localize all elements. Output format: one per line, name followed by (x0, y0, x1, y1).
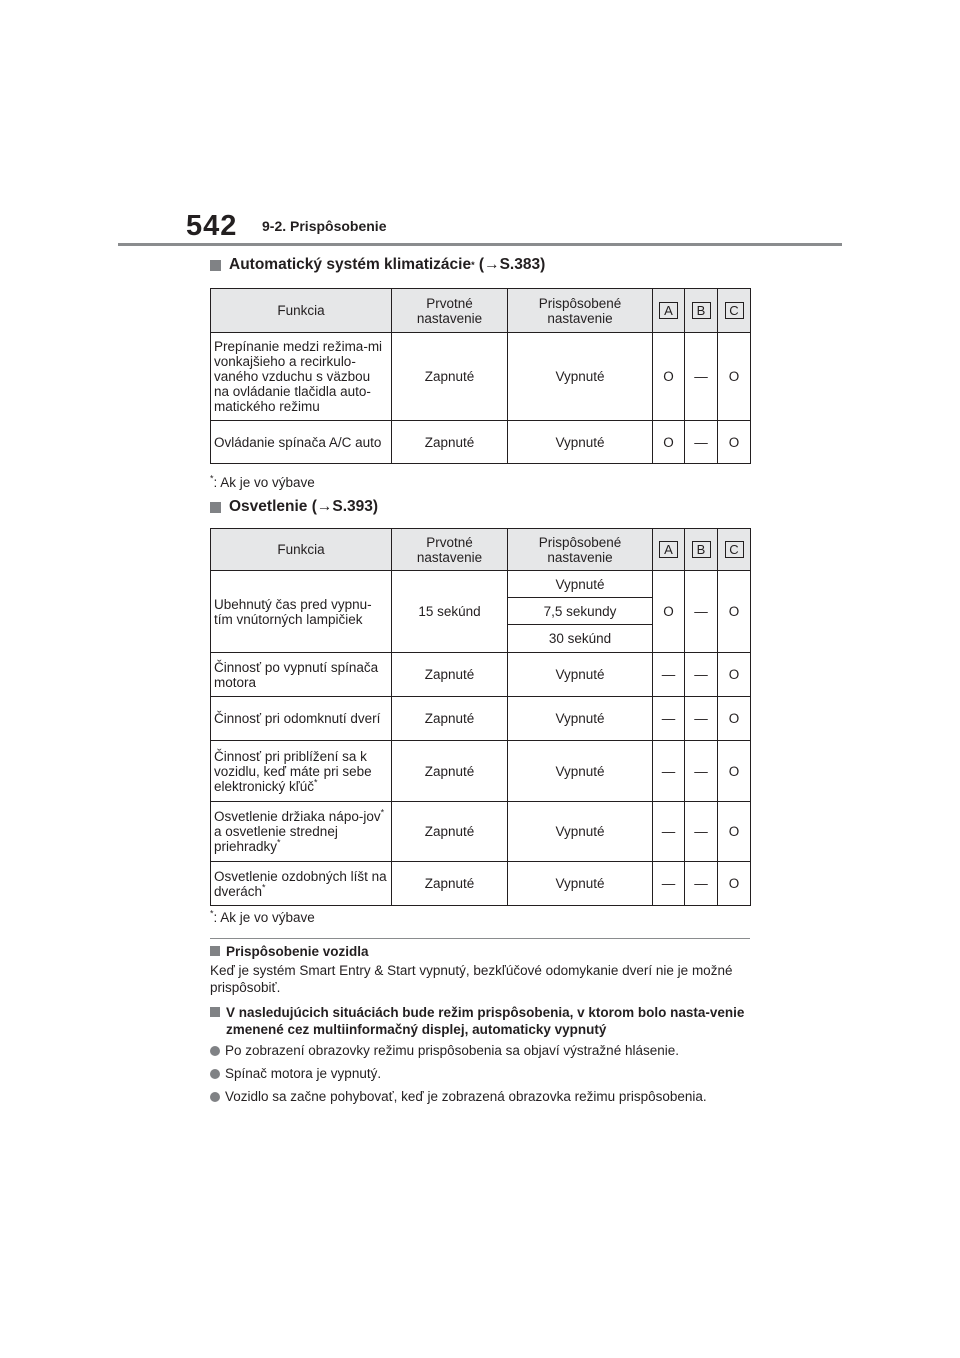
default-cell: Zapnuté (392, 421, 508, 464)
custom-option-cell: 30 sekúnd (508, 625, 653, 653)
c-cell: O (718, 333, 751, 421)
custom-option-cell: Vypnuté (508, 571, 653, 598)
table-row (211, 802, 751, 862)
col-header-function: Funkcia (211, 289, 392, 333)
custom-cell: Vypnuté (508, 653, 653, 697)
col-header-a: A (659, 541, 678, 558)
square-bullet-icon (210, 946, 220, 956)
a-cell: O (653, 421, 685, 464)
auto-off-note-heading: V nasledujúcich situáciách bude režim prispôsobenia, v ktorom bolo nasta-venie zmenené cez multiinformačný displej, automaticky vypnutý (210, 1004, 750, 1038)
default-cell: Zapnuté (392, 653, 508, 697)
col-header-default: Prvotné nastavenie (392, 289, 508, 333)
b-cell: — (685, 571, 718, 653)
b-cell: — (685, 653, 718, 697)
section-title: 9-2. Prispôsobenie (262, 218, 387, 234)
page-ref-arrow-icon: → (316, 498, 333, 515)
lighting-heading-title: Osvetlenie (229, 498, 308, 515)
function-cell: Ovládanie spínača A/C auto (211, 421, 392, 464)
function-cell: Činnosť po vypnutí spínača motora (211, 653, 392, 697)
col-header-a: A (659, 302, 678, 319)
a-cell: — (653, 802, 685, 862)
default-cell: Zapnuté (392, 697, 508, 741)
round-bullet-icon (210, 1046, 220, 1056)
col-header-c: C (725, 541, 744, 558)
col-header-b: B (692, 302, 711, 319)
custom-cell: Vypnuté (508, 697, 653, 741)
table-row (211, 571, 751, 598)
default-cell: Zapnuté (392, 741, 508, 802)
list-item: Vozidlo sa začne pohybovať, keď je zobrazená obrazovka režimu prispôsobenia. (210, 1088, 750, 1105)
function-cell: Osvetlenie ozdobných líšt na dverách* (211, 862, 392, 906)
lighting-page-ref[interactable]: S.393) (332, 498, 379, 515)
function-cell: Ubehnutý čas pred vypnu-tím vnútorných lampičiek (211, 571, 392, 653)
climate-heading-title: Automatický systém klimatizácie (229, 256, 472, 273)
custom-cell: Vypnuté (508, 741, 653, 802)
a-cell: — (653, 741, 685, 802)
default-cell: Zapnuté (392, 862, 508, 906)
square-bullet-icon (210, 260, 221, 271)
c-cell: O (718, 421, 751, 464)
table-row (211, 653, 751, 697)
table-row (211, 421, 751, 464)
a-cell: — (653, 653, 685, 697)
col-header-c: C (725, 302, 744, 319)
custom-cell: Vypnuté (508, 802, 653, 862)
climate-page-ref[interactable]: S.383) (499, 256, 546, 273)
col-header-custom: Prispôsobené nastavenie (508, 529, 653, 571)
climate-footnote: *: Ak je vo výbave (210, 473, 315, 490)
table-header-row (211, 529, 751, 571)
col-header-default: Prvotné nastavenie (392, 529, 508, 571)
list-item: Spínač motora je vypnutý. (210, 1065, 750, 1082)
table-header-row (211, 289, 751, 333)
custom-cell: Vypnuté (508, 333, 653, 421)
table-row (211, 862, 751, 906)
a-cell: — (653, 697, 685, 741)
custom-cell: Vypnuté (508, 421, 653, 464)
table-row (211, 741, 751, 802)
function-cell: Činnosť pri priblížení sa k vozidlu, keď máte pri sebe elektronický kľúč* (211, 741, 392, 802)
c-cell: O (718, 741, 751, 802)
c-cell: O (718, 653, 751, 697)
b-cell: — (685, 333, 718, 421)
lighting-table (210, 528, 751, 906)
b-cell: — (685, 741, 718, 802)
vehicle-note-heading: Prispôsobenie vozidla (210, 943, 750, 960)
climate-heading: Automatický systém klimatizácie * ( → S.383) (210, 256, 545, 274)
c-cell: O (718, 862, 751, 906)
default-cell: Zapnuté (392, 802, 508, 862)
c-cell: O (718, 571, 751, 653)
col-header-b: B (692, 541, 711, 558)
notes-divider (210, 938, 750, 939)
a-cell: O (653, 571, 685, 653)
function-cell: Prepínanie medzi režima-mi vonkajšieho a recirkulo-vaného vzduchu s väzbou na ovládanie tlačidla auto-matického režimu (211, 333, 392, 421)
lighting-heading: Osvetlenie ( → S.393) (210, 498, 378, 516)
a-cell: — (653, 862, 685, 906)
a-cell: O (653, 333, 685, 421)
function-cell: Osvetlenie držiaka nápo-jov* a osvetlenie strednej priehradky* (211, 802, 392, 862)
default-cell: 15 sekúnd (392, 571, 508, 653)
table-row (211, 333, 751, 421)
b-cell: — (685, 421, 718, 464)
default-cell: Zapnuté (392, 333, 508, 421)
page-ref-arrow-icon: → (484, 256, 500, 273)
c-cell: O (718, 802, 751, 862)
page-number: 542 (186, 210, 238, 242)
col-header-function: Funkcia (211, 529, 392, 571)
b-cell: — (685, 862, 718, 906)
col-header-custom: Prispôsobené nastavenie (508, 289, 653, 333)
round-bullet-icon (210, 1092, 220, 1102)
b-cell: — (685, 697, 718, 741)
header-rule (118, 243, 842, 246)
square-bullet-icon (210, 1007, 220, 1017)
custom-option-cell: 7,5 sekundy (508, 598, 653, 625)
c-cell: O (718, 697, 751, 741)
round-bullet-icon (210, 1069, 220, 1079)
vehicle-note-text: Keď je systém Smart Entry & Start vypnutý, bezkľúčové odomykanie dverí nie je možné prispôsobiť. (210, 963, 733, 995)
b-cell: — (685, 802, 718, 862)
list-item: Po zobrazení obrazovky režimu prispôsobenia sa objaví výstražné hlásenie. (210, 1042, 750, 1059)
table-row (211, 697, 751, 741)
climate-table (210, 288, 751, 464)
square-bullet-icon (210, 502, 221, 513)
lighting-footnote: *: Ak je vo výbave (210, 908, 315, 925)
custom-cell: Vypnuté (508, 862, 653, 906)
function-cell: Činnosť pri odomknutí dverí (211, 697, 392, 741)
